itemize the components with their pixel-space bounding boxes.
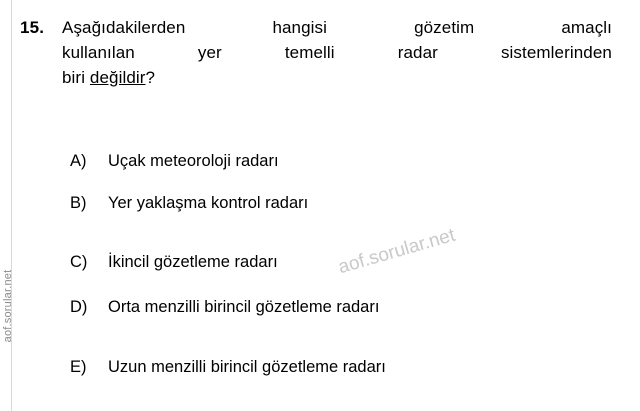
- question-block: [14, 16, 626, 91]
- question-line-1-word-4: amaçlı: [561, 18, 612, 37]
- option-c-text: İkincil gözetleme radarı: [108, 253, 278, 271]
- option-b-text: Yer yaklaşma kontrol radarı: [108, 194, 309, 212]
- option-c-letter: C): [70, 253, 88, 271]
- question-line-1: [62, 16, 612, 41]
- question-line-2-word-4: radar: [397, 42, 438, 62]
- question-line-3: [62, 66, 612, 91]
- option-e[interactable]: [70, 358, 386, 377]
- option-e-letter: E): [70, 358, 87, 376]
- question-line-2-word-5: sistemlerinden: [500, 42, 612, 62]
- question-line-1-word-1: Aşağıdakilerden: [62, 18, 186, 37]
- question-line-1-word-2: hangisi: [272, 18, 328, 37]
- question-number: 15.: [20, 18, 45, 37]
- option-e-text: Uzun menzilli birincil gözetleme radarı: [108, 358, 386, 376]
- diagonal-watermark: aof.sorular.net: [336, 224, 458, 279]
- option-d-text: Orta menzilli birincil gözetleme radarı: [108, 298, 380, 316]
- option-a-text: Uçak meteoroloji radarı: [108, 152, 279, 170]
- question-negation-keyword: değildir: [89, 67, 146, 87]
- question-line-3-suffix: ?: [145, 67, 156, 87]
- option-c[interactable]: [70, 253, 278, 272]
- question-line-2-word-2: yer: [197, 42, 222, 62]
- option-b-letter: B): [70, 194, 87, 212]
- question-line-2: [62, 41, 612, 66]
- vertical-watermark: aof.sorular.net: [2, 269, 14, 343]
- question-line-1-word-3: gözetim: [414, 18, 475, 37]
- question-text: [62, 16, 612, 91]
- option-d-letter: D): [70, 298, 88, 316]
- option-b[interactable]: [70, 194, 308, 213]
- option-d[interactable]: [70, 298, 379, 317]
- option-a-letter: A): [70, 152, 87, 170]
- question-line-2-word-1: kullanılan: [62, 42, 135, 62]
- question-line-3-prefix: biri: [62, 67, 90, 87]
- question-line-2-word-3: temelli: [284, 42, 335, 62]
- option-a[interactable]: [70, 152, 279, 171]
